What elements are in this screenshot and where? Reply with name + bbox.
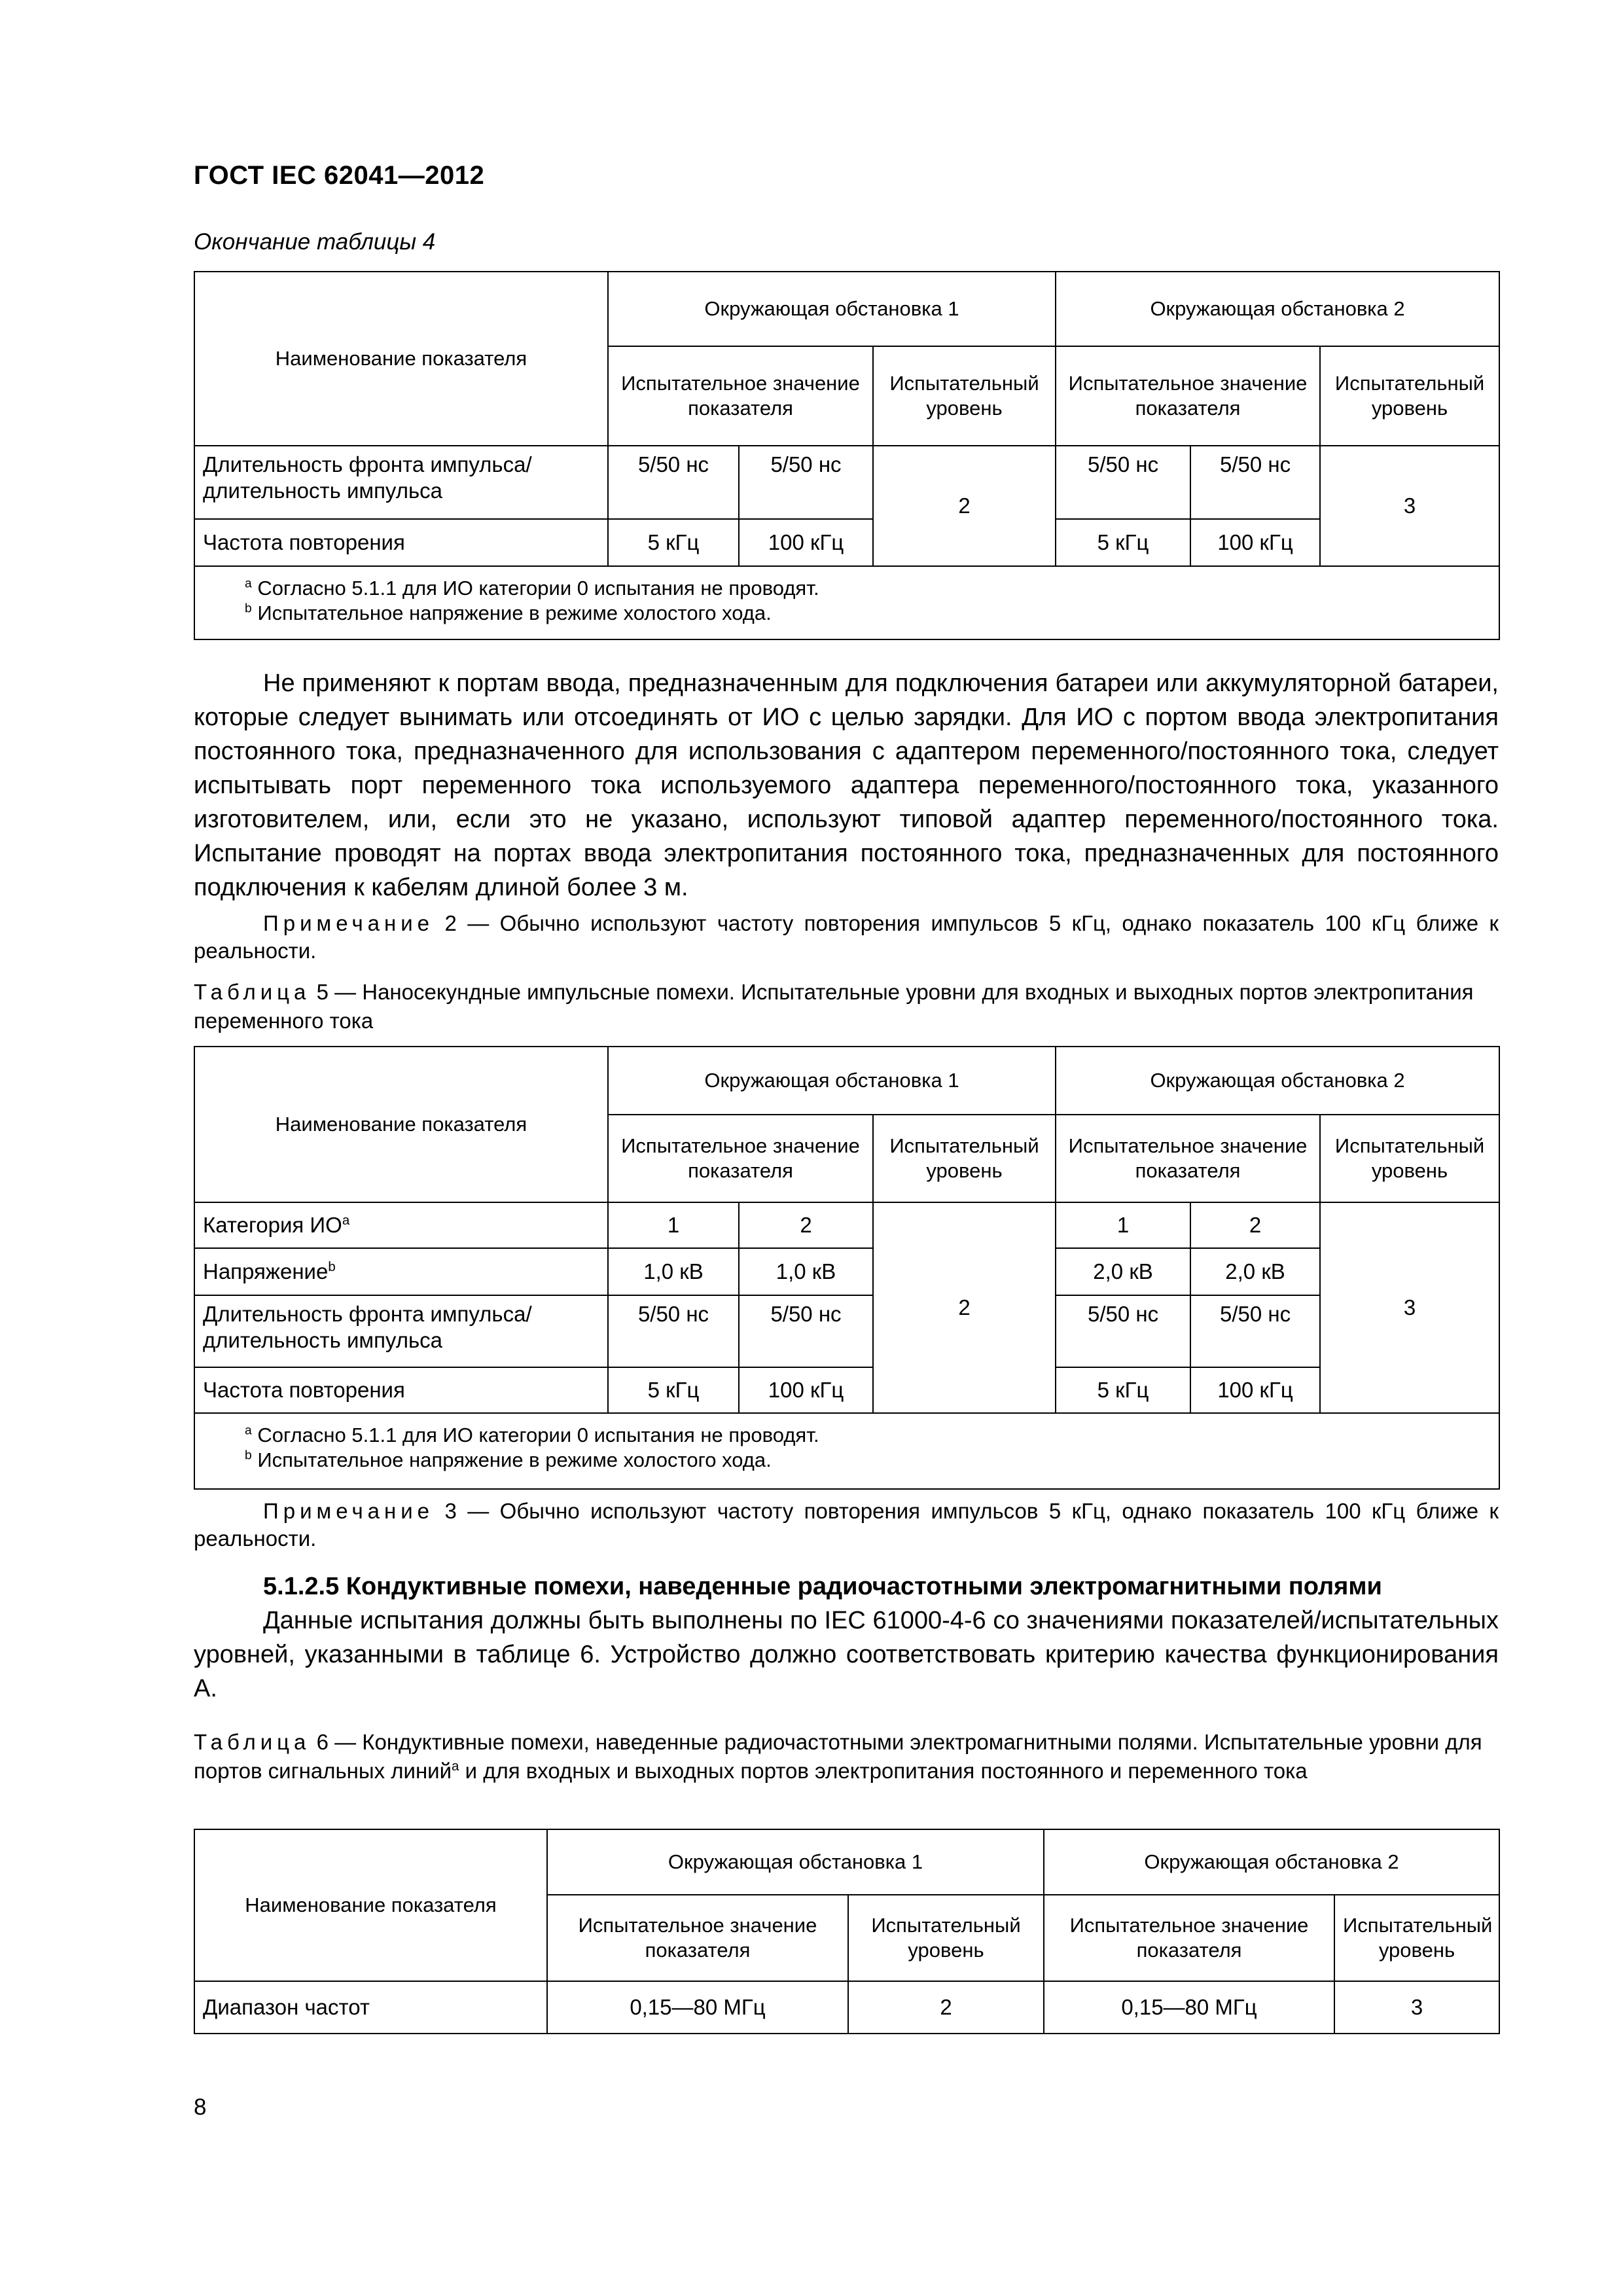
table5-head-test-value-2: Испытательное значение показателя — [1056, 1115, 1320, 1202]
table5-head-env2: Окружающая обстановка 2 — [1056, 1047, 1499, 1115]
table5-cell: 1,0 кВ — [739, 1248, 873, 1295]
table4-cell: 5 кГц — [1056, 519, 1190, 566]
table5-cell: 1 — [608, 1202, 739, 1248]
table6-head-env1: Окружающая обстановка 1 — [547, 1829, 1044, 1895]
table5-cell: 5/50 нс — [1190, 1295, 1320, 1367]
footnote-a: $^a$ Согласно 5.1.1 для ИО категории 0 испытания не проводят. — [245, 577, 819, 600]
table5-head-test-value-1: Испытательное значение показателя — [608, 1115, 873, 1202]
table5-cell: 100 кГц — [739, 1367, 873, 1413]
footnote-a: $^a$ Согласно 5.1.1 для ИО категории 0 испытания не проводят. — [245, 1424, 819, 1446]
paragraph-batteries: Не применяют к портам ввода, предназначенным для подключения батареи или аккумуляторной батареи, которые следует вынимать или отсоединять от ИО с целью зарядки. Для ИО с портом ввода электропитания постоянного тока, предназначенного для использования с адаптером переменного/постоянного тока, следует испытывать порт переменного тока используемого адаптера переменного/постоянного тока, указанного изготовителем, или, если это не указано, используют типовой адаптер переменного/постоянного тока. Испытание проводят на портах ввода электропитания постоянного тока, предназначенных для постоянного подключения к кабелям длиной более 3 м. — [194, 670, 1499, 901]
table5-cell: 5/50 нс — [739, 1295, 873, 1367]
table5-level-env1: 2 — [873, 1202, 1056, 1413]
table5-cell: 2 — [1190, 1202, 1320, 1248]
note-label: Примечание — [263, 1499, 435, 1523]
table4-head-test-value-2: Испытательное значение показателя — [1056, 346, 1320, 446]
table5-level-env2: 3 — [1320, 1202, 1499, 1413]
table6 — [194, 1829, 1500, 2034]
table4-caption: Окончание таблицы 4 — [194, 229, 436, 255]
table5-row-name: Категория $ИО^a$ — [194, 1202, 608, 1248]
table6-cell: 2 — [848, 1981, 1044, 2034]
note-text: 3 — Обычно используют частоту повторения импульсов 5 кГц, однако показатель 100 кГц ближе к реальности. — [194, 1499, 1499, 1551]
table5-cell: 2,0 кВ — [1190, 1248, 1320, 1295]
table6-head-test-level-2: Испытательный уровень — [1334, 1895, 1499, 1981]
table-label: Таблица — [194, 980, 311, 1004]
table5-cell: 100 кГц — [1190, 1367, 1320, 1413]
table5-cell: 5 кГц — [608, 1367, 739, 1413]
note-2 — [194, 910, 1499, 965]
table5 — [194, 1046, 1500, 1490]
section-text: Данные испытания должны быть выполнены по IEC 61000-4-6 со значениями показателей/испытательных уровней, указанными в таблице 6. Устройство должно соответствовать критерию качества функционирования А. — [194, 1607, 1499, 1702]
table5-cell: 1,0 кВ — [608, 1248, 739, 1295]
note-3 — [194, 1498, 1499, 1552]
table4-head-test-level-1: Испытательный уровень — [873, 346, 1056, 446]
table4-cell: 100 кГц — [739, 519, 873, 566]
table6-row-name: Диапазон частот — [194, 1981, 547, 2034]
table-label: Таблица — [194, 1730, 311, 1754]
table5-head-test-level-1: Испытательный уровень — [873, 1115, 1056, 1202]
table6-head-test-value-2: Испытательное значение показателя — [1044, 1895, 1334, 1981]
table4-cell: 5/50 нс — [1056, 446, 1190, 519]
table4-row-name: Частота повторения — [194, 519, 608, 566]
section-heading: 5.1.2.5 Кондуктивные помехи, наведенные радиочастотными электромагнитными полями — [263, 1573, 1382, 1600]
table6-head-test-level-1: Испытательный уровень — [848, 1895, 1044, 1981]
table4-head-param: Наименование показателя — [194, 272, 608, 446]
table5-head-test-level-2: Испытательный уровень — [1320, 1115, 1499, 1202]
table4-head-test-level-2: Испытательный уровень — [1320, 346, 1499, 446]
table4-level-env2: 3 — [1320, 446, 1499, 566]
table5-row-name: Длительность фронта импульса/ длительность импульса — [194, 1295, 608, 1367]
note-text: 2 — Обычно используют частоту повторения импульсов 5 кГц, однако показатель 100 кГц ближе к реальности. — [194, 911, 1499, 963]
table5-row-name: Напряжение$^b$ — [194, 1248, 608, 1295]
note-label: Примечание — [263, 911, 435, 935]
table6-head-env2: Окружающая обстановка 2 — [1044, 1829, 1499, 1895]
table5-head-param: Наименование показателя — [194, 1047, 608, 1202]
table4-head-test-value-1: Испытательное значение показателя — [608, 346, 873, 446]
table5-cell: 5/50 нс — [1056, 1295, 1190, 1367]
table4-cell: 5 кГц — [608, 519, 739, 566]
table5-footnotes — [194, 1413, 1499, 1489]
table5-row-name: Частота повторения — [194, 1367, 608, 1413]
footnote-b: $^b$ Испытательное напряжение в режиме холостого хода. — [245, 601, 772, 624]
table5-head-env1: Окружающая обстановка 1 — [608, 1047, 1056, 1115]
table6-cell: 0,15—80 МГц — [1044, 1981, 1334, 2034]
table6-cell: 3 — [1334, 1981, 1499, 2034]
table4-end — [194, 271, 1500, 640]
table4-cell: 5/50 нс — [608, 446, 739, 519]
table4-cell: 100 кГц — [1190, 519, 1320, 566]
table4-head-env1: Окружающая обстановка 1 — [608, 272, 1056, 346]
table5-caption: Таблица 5 — Наносекундные импульсные помехи. Испытательные уровни для входных и выходных портов электропитания переменного тока — [194, 980, 1474, 1033]
table6-caption: Таблица 6 — Кондуктивные помехи, наведенные радиочастотными электромагнитными полями. Испытательные уровни для портов сигнальных линий$^a$ и для входных и выходных портов электропитания постоянного и переменного тока — [194, 1730, 1482, 1783]
table5-cell: 5 кГц — [1056, 1367, 1190, 1413]
table5-cell: 1 — [1056, 1202, 1190, 1248]
document-page — [194, 0, 1499, 2296]
table6-head-test-value-1: Испытательное значение показателя — [547, 1895, 848, 1981]
table4-cell: 5/50 нс — [1190, 446, 1320, 519]
document-header: ГОСТ IEC 62041—2012 — [194, 161, 485, 190]
table5-cell: 2 — [739, 1202, 873, 1248]
footnote-b: $^b$ Испытательное напряжение в режиме холостого хода. — [245, 1448, 772, 1471]
table4-cell: 5/50 нс — [739, 446, 873, 519]
table6-head-param: Наименование показателя — [194, 1829, 547, 1981]
table4-row-name: Длительность фронта импульса/ длительность импульса — [194, 446, 608, 519]
table4-level-env1: 2 — [873, 446, 1056, 566]
table5-cell: 2,0 кВ — [1056, 1248, 1190, 1295]
table5-cell: 5/50 нс — [608, 1295, 739, 1367]
table6-cell: 0,15—80 МГц — [547, 1981, 848, 2034]
table4-head-env2: Окружающая обстановка 2 — [1056, 272, 1499, 346]
page-number: 8 — [194, 2094, 207, 2120]
table4-footnotes — [194, 566, 1499, 639]
